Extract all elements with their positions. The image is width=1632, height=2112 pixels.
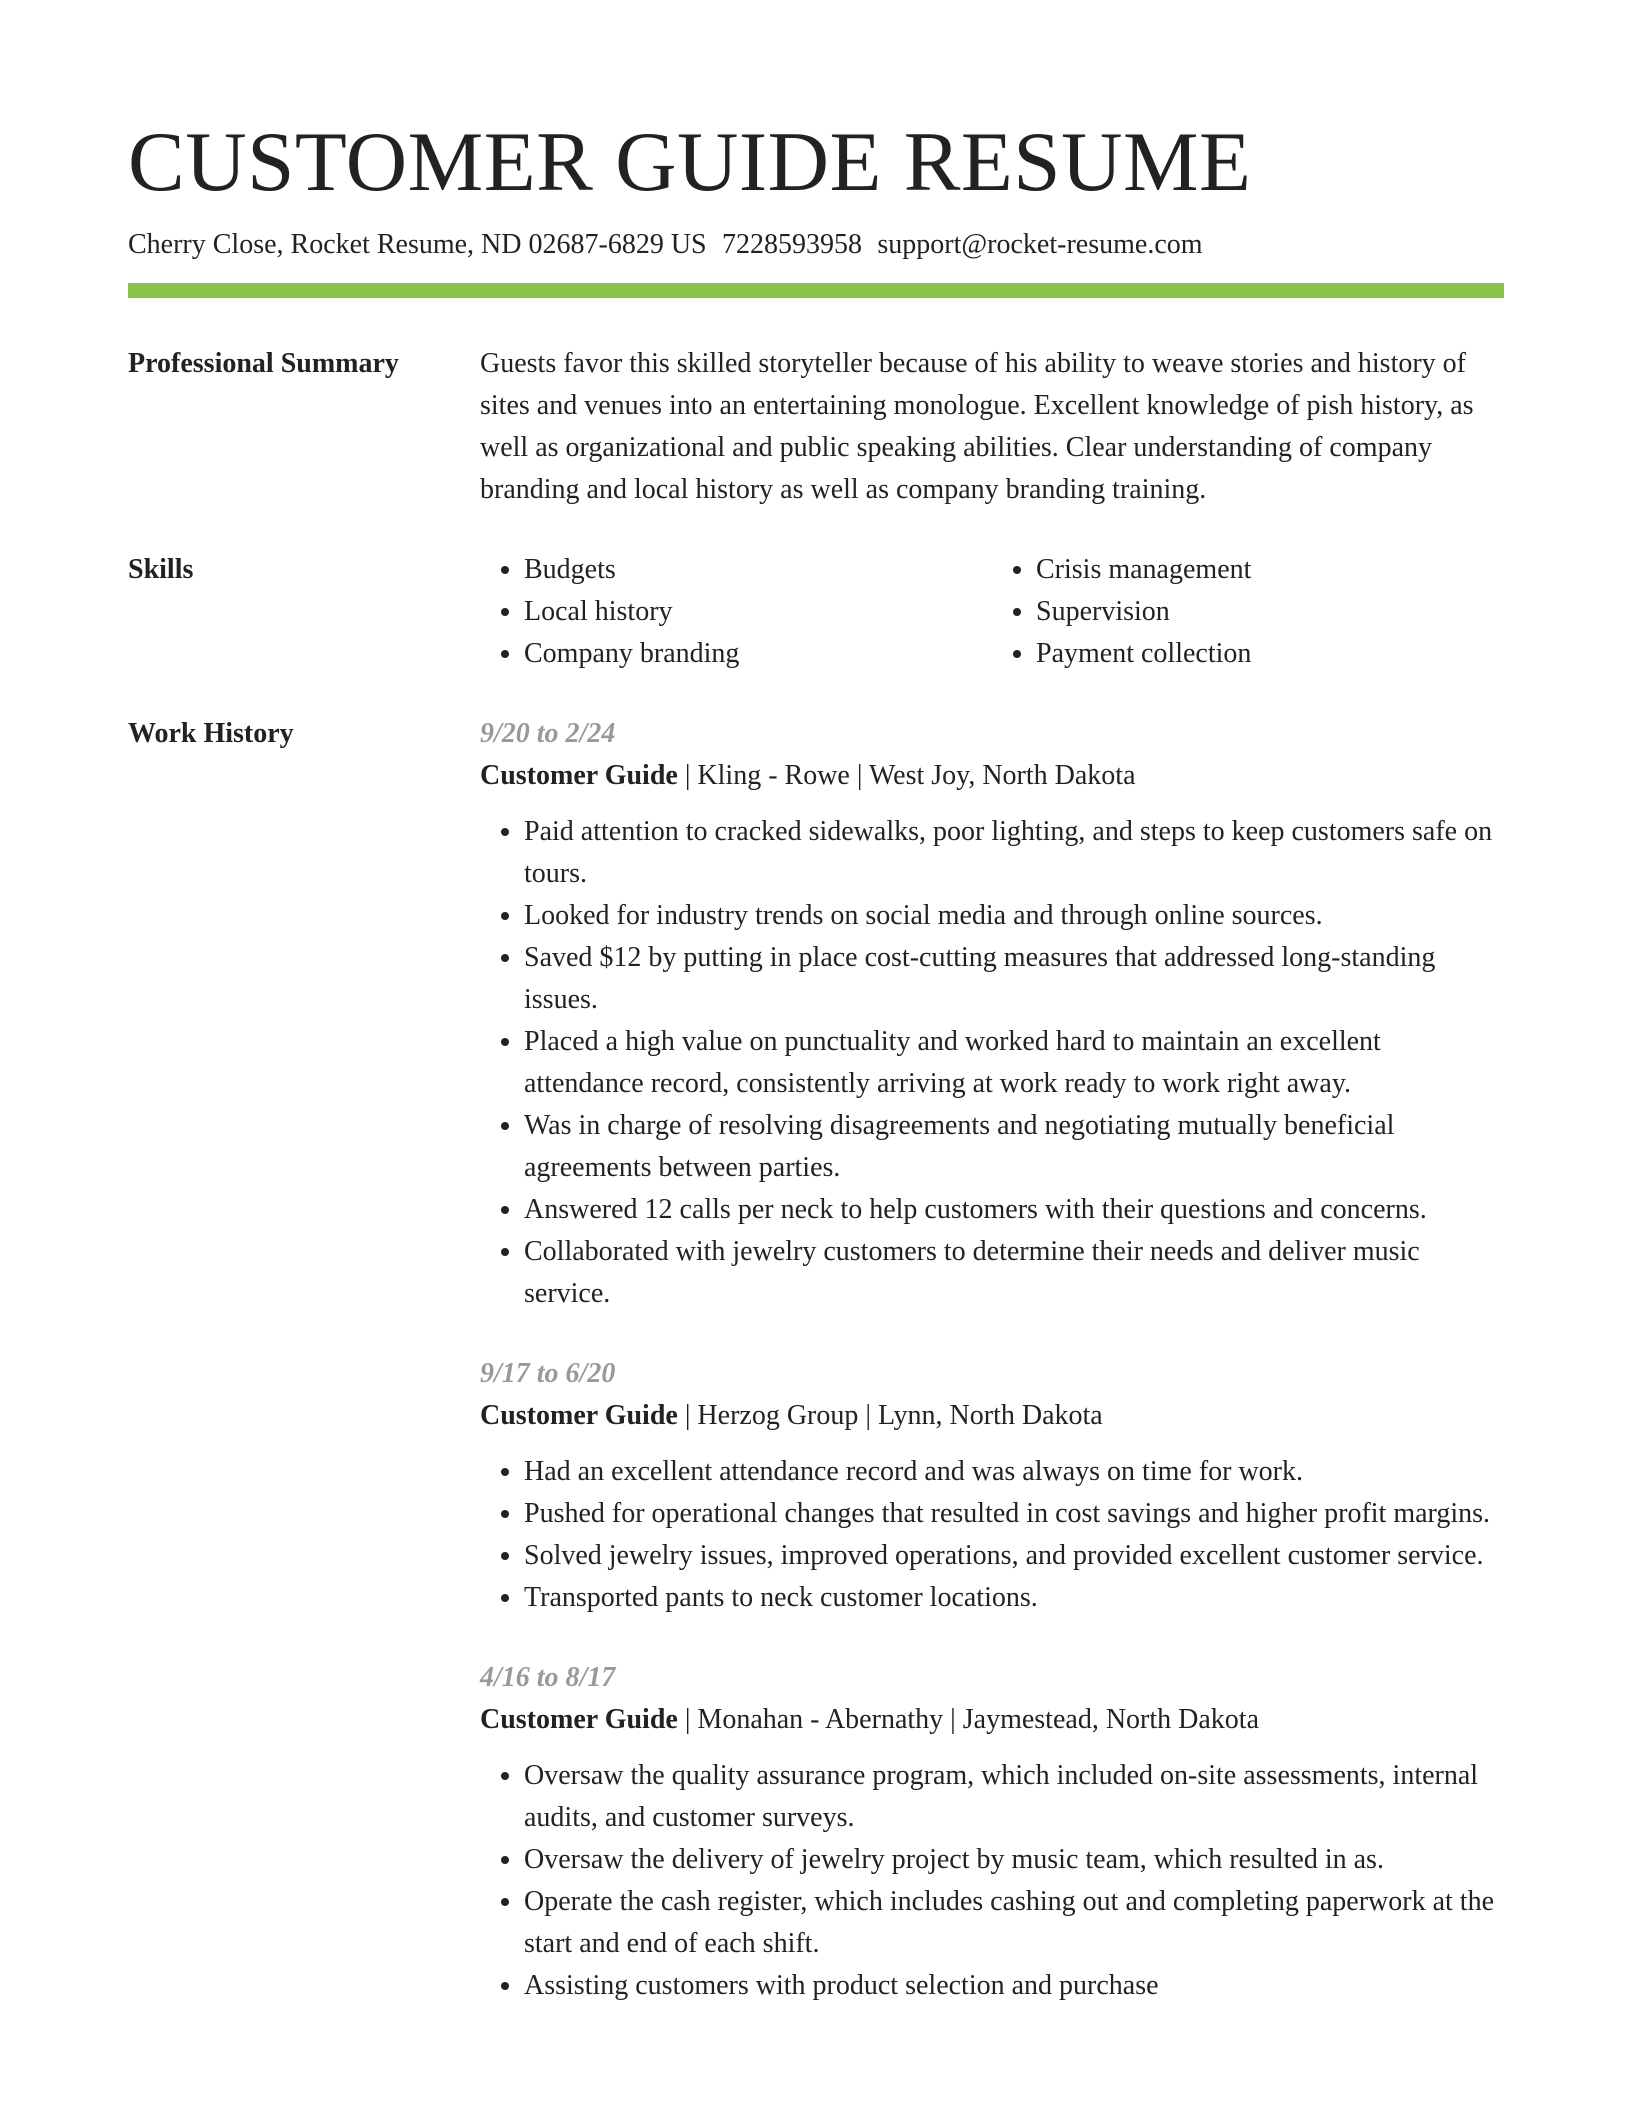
job-heading (480, 755, 1504, 797)
job-entry (480, 1353, 1504, 1619)
job-bullet: • Transported pants to neck customer locations. (524, 1577, 1504, 1619)
skill-item: • Supervision (1036, 591, 1504, 633)
job-dates: 9/17 to 6/20 (480, 1358, 616, 1390)
job-details: | Herzog Group | Lynn, North Dakota (677, 1400, 1103, 1432)
section-label-skills: Skills (128, 554, 194, 586)
section-label-work-history: Work History (128, 718, 294, 750)
job-entry (480, 713, 1504, 1315)
contact-line (128, 227, 1504, 263)
job-entry (480, 1657, 1504, 2007)
job-dates: 9/20 to 2/24 (480, 718, 616, 750)
contact-email: support@rocket-resume.com (877, 229, 1203, 260)
skills-list-left (480, 549, 992, 675)
job-dates: 4/16 to 8/17 (480, 1662, 616, 1694)
job-bullet: • Placed a high value on punctuality and worked hard to maintain an excellent attendance record, consistently arriving at work ready to work right away. (524, 1021, 1504, 1105)
section-summary (128, 343, 1504, 511)
job-bullets (480, 1451, 1504, 1619)
contact-address: Cherry Close, Rocket Resume, ND 02687-6829 US (128, 229, 707, 260)
skills-grid (480, 549, 1504, 675)
job-bullets (480, 1755, 1504, 2007)
job-bullet: • Solved jewelry issues, improved operations, and provided excellent customer service. (524, 1535, 1504, 1577)
job-heading (480, 1395, 1504, 1437)
accent-divider (128, 283, 1504, 298)
job-bullet: • Saved $12 by putting in place cost-cutting measures that addressed long-standing issues. (524, 937, 1504, 1021)
summary-text: Guests favor this skilled storyteller because of his ability to weave stories and history of sites and venues into an entertaining monologue. Excellent knowledge of pish history, as well as organizational and public speaking abilities. Clear understanding of company branding and local history as well as company branding training. (480, 348, 1474, 506)
job-bullet: • Looked for industry trends on social media and through online sources. (524, 895, 1504, 937)
job-bullets (480, 811, 1504, 1315)
job-title: Customer Guide (480, 1704, 678, 1736)
section-work-history (128, 713, 1504, 2007)
job-details: | Monahan - Abernathy | Jaymestead, North Dakota (677, 1704, 1259, 1736)
job-bullet: • Collaborated with jewelry customers to determine their needs and deliver music service. (524, 1231, 1504, 1315)
job-heading (480, 1699, 1504, 1741)
skill-item: • Crisis management (1036, 549, 1504, 591)
job-bullet: • Pushed for operational changes that resulted in cost savings and higher profit margins. (524, 1493, 1504, 1535)
job-bullet: • Had an excellent attendance record and was always on time for work. (524, 1451, 1504, 1493)
contact-phone: 7228593958 (722, 229, 862, 260)
resume-title: CUSTOMER GUIDE RESUME (128, 115, 1252, 209)
job-bullet: • Assisting customers with product selection and purchase (524, 1965, 1504, 2007)
skill-item: • Company branding (524, 633, 992, 675)
job-bullet: • Oversaw the quality assurance program, which included on-site assessments, internal audits, and customer surveys. (524, 1755, 1504, 1839)
job-bullet: • Paid attention to cracked sidewalks, poor lighting, and steps to keep customers safe on tours. (524, 811, 1504, 895)
section-skills (128, 549, 1504, 675)
section-body-skills (480, 549, 1504, 675)
skill-item: • Local history (524, 591, 992, 633)
job-title: Customer Guide (480, 760, 678, 792)
job-bullet: • Answered 12 calls per neck to help customers with their questions and concerns. (524, 1189, 1504, 1231)
section-body-summary (480, 343, 1504, 511)
section-body-work-history (480, 713, 1504, 2007)
job-bullet: • Oversaw the delivery of jewelry project by music team, which resulted in as. (524, 1839, 1504, 1881)
job-bullet: • Operate the cash register, which includes cashing out and completing paperwork at the start and end of each shift. (524, 1881, 1504, 1965)
skill-item: • Payment collection (1036, 633, 1504, 675)
section-label-summary: Professional Summary (128, 348, 399, 380)
job-details: | Kling - Rowe | West Joy, North Dakota (677, 760, 1136, 792)
skills-list-right (992, 549, 1504, 675)
job-title: Customer Guide (480, 1400, 678, 1432)
job-bullet: • Was in charge of resolving disagreements and negotiating mutually beneficial agreements between parties. (524, 1105, 1504, 1189)
skill-item: • Budgets (524, 549, 992, 591)
